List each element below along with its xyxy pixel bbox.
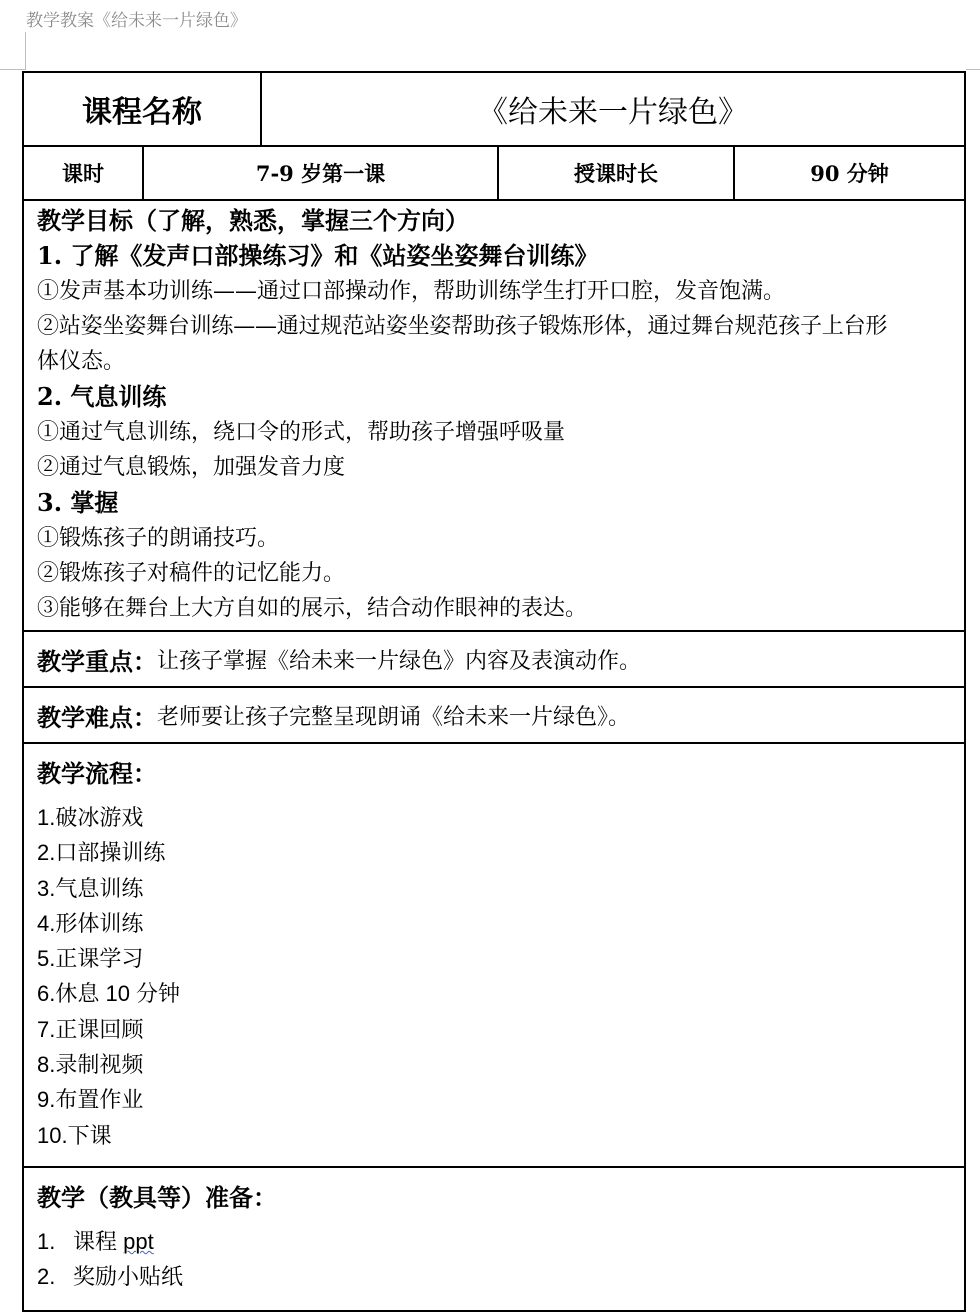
flow-item: 8.录制视频 (37, 1052, 144, 1078)
difficulty-text: 老师要让孩子完整呈现朗诵《给未来一片绿色》。 (157, 704, 631, 730)
flow-item: 2.口部操训练 (37, 840, 166, 866)
course-name-row (24, 73, 964, 147)
key-point-label: 教学重点： (37, 646, 157, 676)
objective-item: ②通过气息锻炼，加强发音力度 (37, 455, 346, 481)
flow-item: 9.布置作业 (37, 1087, 144, 1113)
prep-cell (24, 1168, 287, 1310)
key-point-text: 让孩子掌握《给未来一片绿色》内容及表演动作。 (157, 648, 642, 674)
objective-item: ②站姿坐姿舞台训练——通过规范站姿坐姿帮助孩子锻炼形体，通过舞台规范孩子上台形 (37, 313, 888, 339)
flow-item: 7.正课回顾 (37, 1016, 144, 1042)
objective-item: ②锻炼孩子对稿件的记忆能力。 (37, 560, 346, 586)
lesson-plan-table (22, 71, 966, 1312)
prep-item-text-spellcheck: ppt (123, 1229, 154, 1254)
page-header: 教学教案《给未来一片绿色》 (26, 11, 247, 31)
objective-item-continued: 体仪态。 (37, 349, 126, 375)
duration-value: 90 分钟 (733, 147, 964, 199)
objectives-title: 教学目标（了解，熟悉，掌握三个方向） (37, 206, 469, 235)
prep-row (24, 1168, 964, 1310)
prep-item-number: 1. (37, 1229, 56, 1254)
objective-section-3-title: 3. 掌握 (37, 488, 119, 518)
objectives-cell (24, 201, 897, 630)
header-margin-mark-left (0, 69, 25, 70)
prep-title: 教学（教具等）准备： (37, 1183, 277, 1212)
flow-cell (24, 744, 190, 1166)
hours-value: 7-9 岁第一课 (142, 147, 497, 199)
objective-item: ③能够在舞台上大方自如的展示，结合动作眼神的表达。 (37, 596, 588, 622)
objective-item: ①通过气息训练，绕口令的形式，帮助孩子增强呼吸量 (37, 419, 566, 445)
course-name-label: 课程名称 (82, 95, 202, 130)
prep-item-text: 奖励小贴纸 (73, 1264, 184, 1289)
flow-item: 10.下课 (37, 1122, 112, 1148)
flow-title: 教学流程： (37, 759, 157, 788)
flow-item: 6.休息 10 分钟 (37, 981, 181, 1007)
difficulty-row (24, 688, 964, 744)
flow-item: 3.气息训练 (37, 875, 144, 901)
course-name-value: 《给未来一片绿色》 (260, 73, 964, 145)
prep-item (37, 1259, 277, 1294)
prep-item-number: 2. (37, 1264, 56, 1289)
objective-section-1-title: 1. 了解《发声口部操练习》和《站姿坐姿舞台训练》 (37, 241, 599, 271)
duration-label: 授课时长 (497, 147, 733, 199)
flow-item: 1.破冰游戏 (37, 805, 144, 830)
key-point-row (24, 632, 964, 688)
difficulty-label: 教学难点： (37, 702, 157, 732)
objective-item: ①发声基本功训练——通过口部操动作，帮助训练学生打开口腔，发音饱满。 (37, 278, 786, 304)
prep-item (37, 1224, 277, 1259)
objective-section-2-title: 2. 气息训练 (37, 382, 167, 412)
flow-item: 5.正课学习 (37, 946, 144, 972)
header-margin-mark-right (966, 69, 980, 70)
header-margin-mark (25, 32, 26, 70)
hours-label: 课时 (62, 161, 104, 186)
course-meta-row (24, 147, 964, 201)
objective-item: ①锻炼孩子的朗诵技巧。 (37, 525, 280, 551)
objectives-row (24, 201, 964, 632)
prep-item-text: 课程 (73, 1229, 124, 1254)
flow-item: 4.形体训练 (37, 910, 144, 936)
flow-row (24, 744, 964, 1168)
